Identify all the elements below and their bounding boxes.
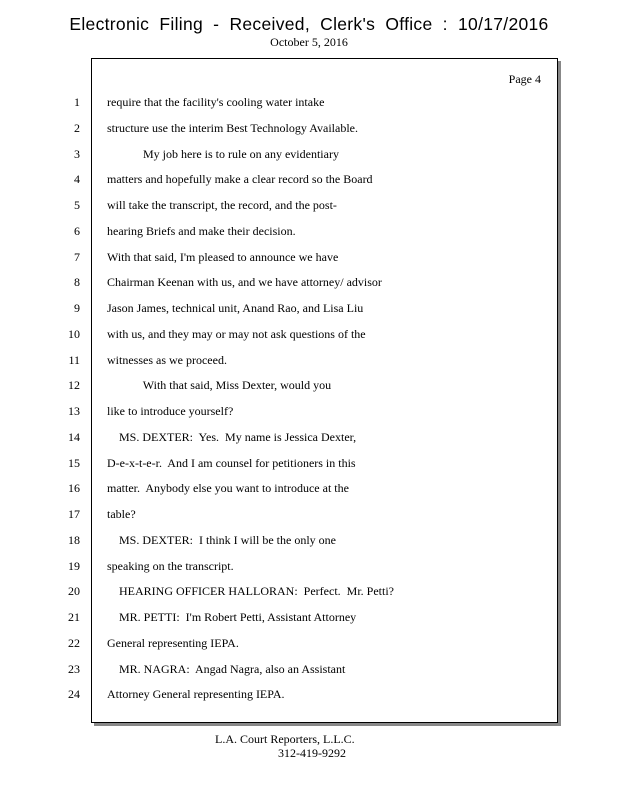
line-number: 22 xyxy=(68,635,80,650)
transcript-line-text: D-e-x-t-e-r. And I am counsel for petitioners in this xyxy=(107,455,356,470)
transcript-line-text: table? xyxy=(107,507,136,521)
line-number: 15 xyxy=(68,455,80,470)
line-number: 18 xyxy=(68,532,80,547)
transcript-line-text: MS. DEXTER: Yes. My name is Jessica Dexter, xyxy=(107,429,357,444)
page-number-label: Page 4 xyxy=(508,72,541,86)
transcript-line-text: speaking on the transcript. xyxy=(107,558,234,573)
transcript-line-text: hearing Briefs and make their decision. xyxy=(107,223,296,238)
line-number: 6 xyxy=(74,223,80,238)
transcript-date: October 5, 2016 xyxy=(270,35,348,49)
transcript-line-text: matters and hopefully make a clear record so the Board xyxy=(107,172,373,187)
line-number: 23 xyxy=(68,661,80,676)
transcript-line-text: matter. Anybody else you want to introduce at the xyxy=(107,481,349,496)
transcript-line-text: MR. PETTI: I'm Robert Petti, Assistant Attorney xyxy=(107,610,357,624)
line-number: 1 xyxy=(74,95,80,109)
line-number: 20 xyxy=(68,584,80,599)
transcript-line-text: My job here is to rule on any evidentiary xyxy=(107,146,339,161)
transcript-line-text: HEARING OFFICER HALLORAN: Perfect. Mr. Petti? xyxy=(107,584,394,599)
line-number: 13 xyxy=(68,404,80,418)
line-number: 19 xyxy=(68,558,80,573)
line-number: 14 xyxy=(68,429,80,444)
line-number: 12 xyxy=(68,378,80,393)
transcript-line-text: General representing IEPA. xyxy=(107,635,239,650)
line-number: 7 xyxy=(74,249,80,264)
transcript-line-text: with us, and they may or may not ask questions of the xyxy=(107,326,366,341)
transcript-line-text: MS. DEXTER: I think I will be the only one xyxy=(107,532,336,547)
line-number: 24 xyxy=(68,687,80,702)
filing-stamp-header: Electronic Filing - Received, Clerk's Office : 10/17/2016 xyxy=(69,14,549,34)
transcript-line-text: MR. NAGRA: Angad Nagra, also an Assistant xyxy=(107,661,346,676)
line-number: 21 xyxy=(68,610,80,624)
transcript-line-text: will take the transcript, the record, and the post- xyxy=(107,198,337,212)
line-number: 10 xyxy=(68,326,80,341)
line-number: 4 xyxy=(74,172,80,187)
transcript-line-text: With that said, Miss Dexter, would you xyxy=(107,378,332,393)
line-number: 2 xyxy=(74,120,80,135)
court-reporter-name: L.A. Court Reporters, L.L.C. xyxy=(215,732,355,746)
line-number: 5 xyxy=(74,198,80,212)
transcript-line-text: Attorney General representing IEPA. xyxy=(107,687,285,702)
transcript-line-text: Chairman Keenan with us, and we have attorney/ advisor xyxy=(107,275,382,290)
transcript-line-text: witnesses as we proceed. xyxy=(107,352,227,367)
transcript-line-text: require that the facility's cooling water intake xyxy=(107,95,325,109)
court-reporter-phone: 312-419-9292 xyxy=(278,746,346,760)
transcript-line-text: like to introduce yourself? xyxy=(107,404,234,418)
transcript-line-text: With that said, I'm pleased to announce we have xyxy=(107,249,339,264)
transcript-line-text: structure use the interim Best Technology Available. xyxy=(107,120,358,135)
line-number: 9 xyxy=(74,301,80,315)
line-number: 17 xyxy=(68,507,80,521)
transcript-line-text: Jason James, technical unit, Anand Rao, and Lisa Liu xyxy=(107,301,364,315)
line-number: 3 xyxy=(74,146,80,161)
line-number: 11 xyxy=(68,352,80,367)
line-number: 8 xyxy=(74,275,80,290)
line-number: 16 xyxy=(68,481,80,496)
